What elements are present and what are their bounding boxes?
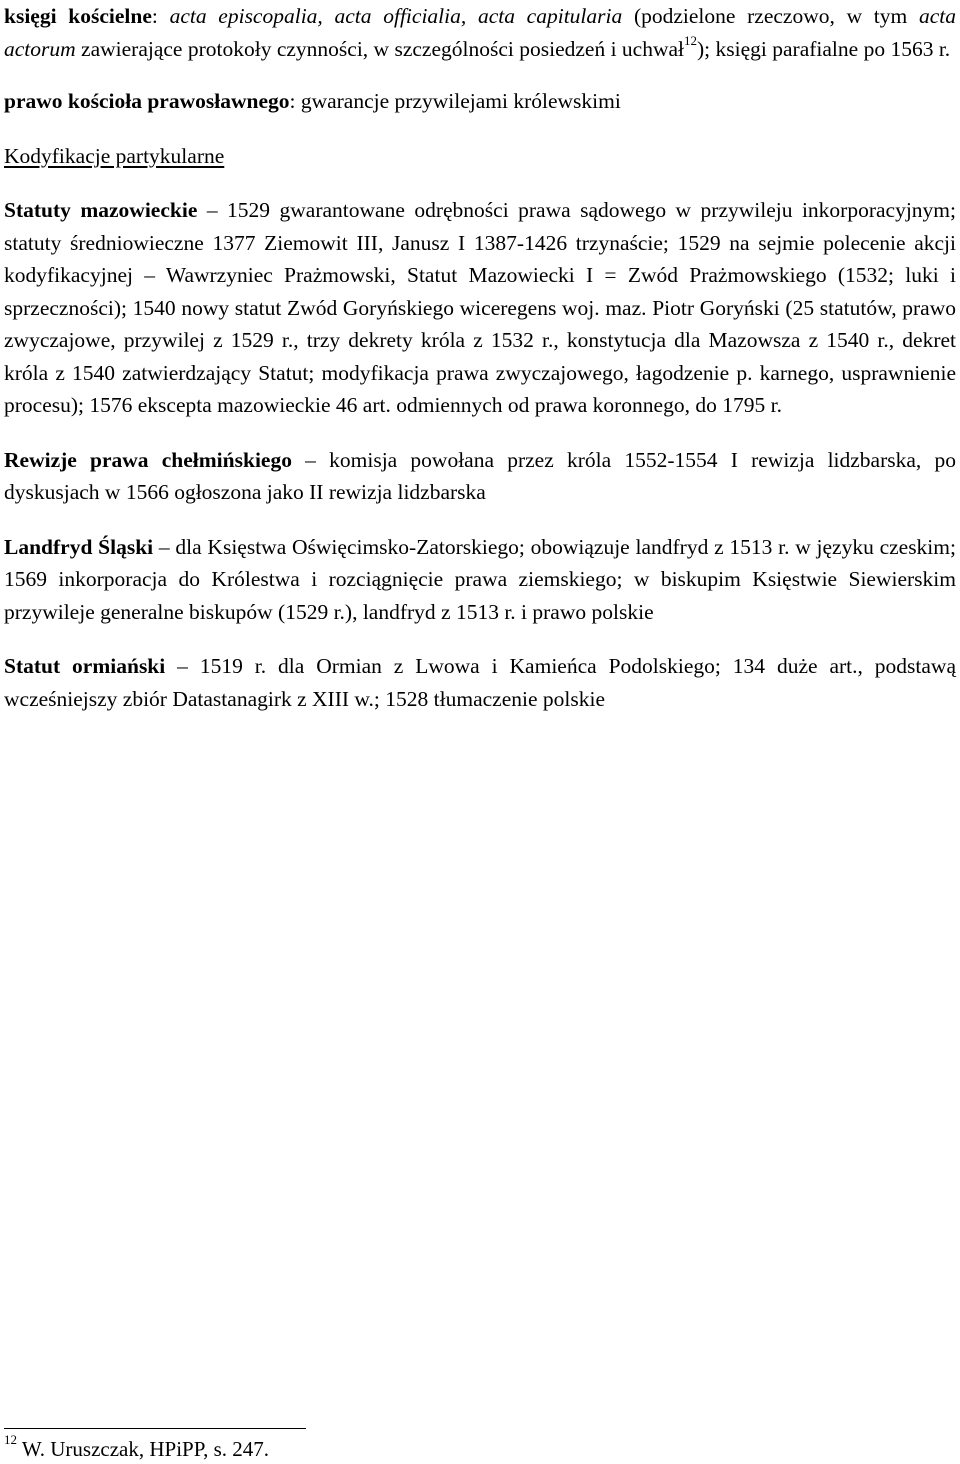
footnote [4, 1432, 270, 1462]
document-page [4, 0, 956, 715]
paragraph-prawo-prawoslawne [4, 85, 956, 118]
term-landfryd-slaski: Landfryd Śląski [4, 534, 154, 559]
footnote-divider [4, 1428, 306, 1429]
term-rewizje-prawa-chelminskiego: Rewizje prawa chełmińskiego [4, 447, 292, 472]
paragraph-text: – 1529 gwarantowane odrębności prawa sądowego w przywileju inkorporacyjnym; statuty średniowieczne 1377 Ziemowit III, Janusz I 1387-1426 trzynaście; 1529 na sejmie polecenie akcji kodyfikacyjnej – Wawrzyniec Prażmowski, Statut Mazowiecki I = Zwód Prażmowskiego (1532; luki i sprzeczności); 1540 nowy statut Zwód Goryńskiego wiceregens woj. maz. Piotr Goryński (25 statutów, prawo zwyczajowe, przywilej z 1529 r., trzy dekrety króla z 1532 r., konstytucja dla Mazowsza z 1540 r., dekret króla z 1540 zatwierdzający Statut; modyfikacja prawa zwyczajowego, łagodzenie p. karnego, usprawnienie procesu); 1576 ekscepta mazowieckie 46 art. odmiennych od prawa koronnego, do 1795 r. [4, 198, 956, 417]
separator: : [151, 4, 170, 28]
paragraph-text: (podzielone rzeczowo, w tym [622, 4, 919, 28]
paragraph-text: ); księgi parafialne po 1563 r. [697, 36, 951, 61]
paragraph-text: – 1519 r. dla Ormian z Lwowa i Kamieńca Podolskiego; 134 duże art., podstawą wcześniejszy zbiór Datastanagirk z XIII w.; 1528 tłumaczenie polskie [4, 654, 956, 711]
footnote-text: W. Uruszczak, HPiPP, s. 247. [17, 1437, 270, 1461]
paragraph-landfryd-slaski [4, 531, 956, 629]
term-statuty-mazowieckie: Statuty mazowieckie [4, 198, 198, 222]
section-heading [4, 140, 956, 173]
paragraph-ksiegi-koscielne [4, 0, 956, 65]
paragraph-rewizje-prawa-chelminskiego [4, 444, 956, 509]
acta-list: acta episcopalia, acta officialia, acta capitularia [169, 4, 623, 28]
term-prawo-koscioła-prawoslawnego: prawo kościoła prawosławnego [4, 89, 290, 113]
paragraph-statut-ormianski [4, 650, 956, 715]
paragraph-statuty-mazowieckie [4, 194, 956, 422]
acta-actorum: acta actorum [4, 4, 956, 61]
paragraph-text: – dla Księstwa Oświęcimsko-Zatorskiego; obowiązuje landfryd z 1513 r. w języku czeskim; 1569 inkorporacja do Królestwa i rozciągnięcie prawa ziemskiego; w biskupim Księstwie Siewierskim przywileje generalne biskupów (1529 r.), landfryd z 1513 r. i prawo polskie [4, 534, 956, 624]
heading-kodyfikacje-partykularne: Kodyfikacje partykularne [4, 143, 225, 168]
paragraph-text: zawierające protokoły czynności, w szczególności posiedzeń i uchwał [75, 36, 685, 61]
footnote-reference[interactable]: 12 [684, 33, 698, 49]
term-statut-ormianski: Statut ormiański [4, 654, 166, 678]
footnote-number: 12 [4, 1432, 17, 1447]
paragraph-text: – komisja powołana przez króla 1552-1554 I rewizja lidzbarska, po dyskusjach w 1566 ogłoszona jako II rewizja lidzbarska [4, 447, 957, 504]
paragraph-text: : gwarancje przywilejami królewskimi [289, 89, 621, 113]
term-ksiegi-koscielne: księgi kościelne [4, 4, 152, 28]
